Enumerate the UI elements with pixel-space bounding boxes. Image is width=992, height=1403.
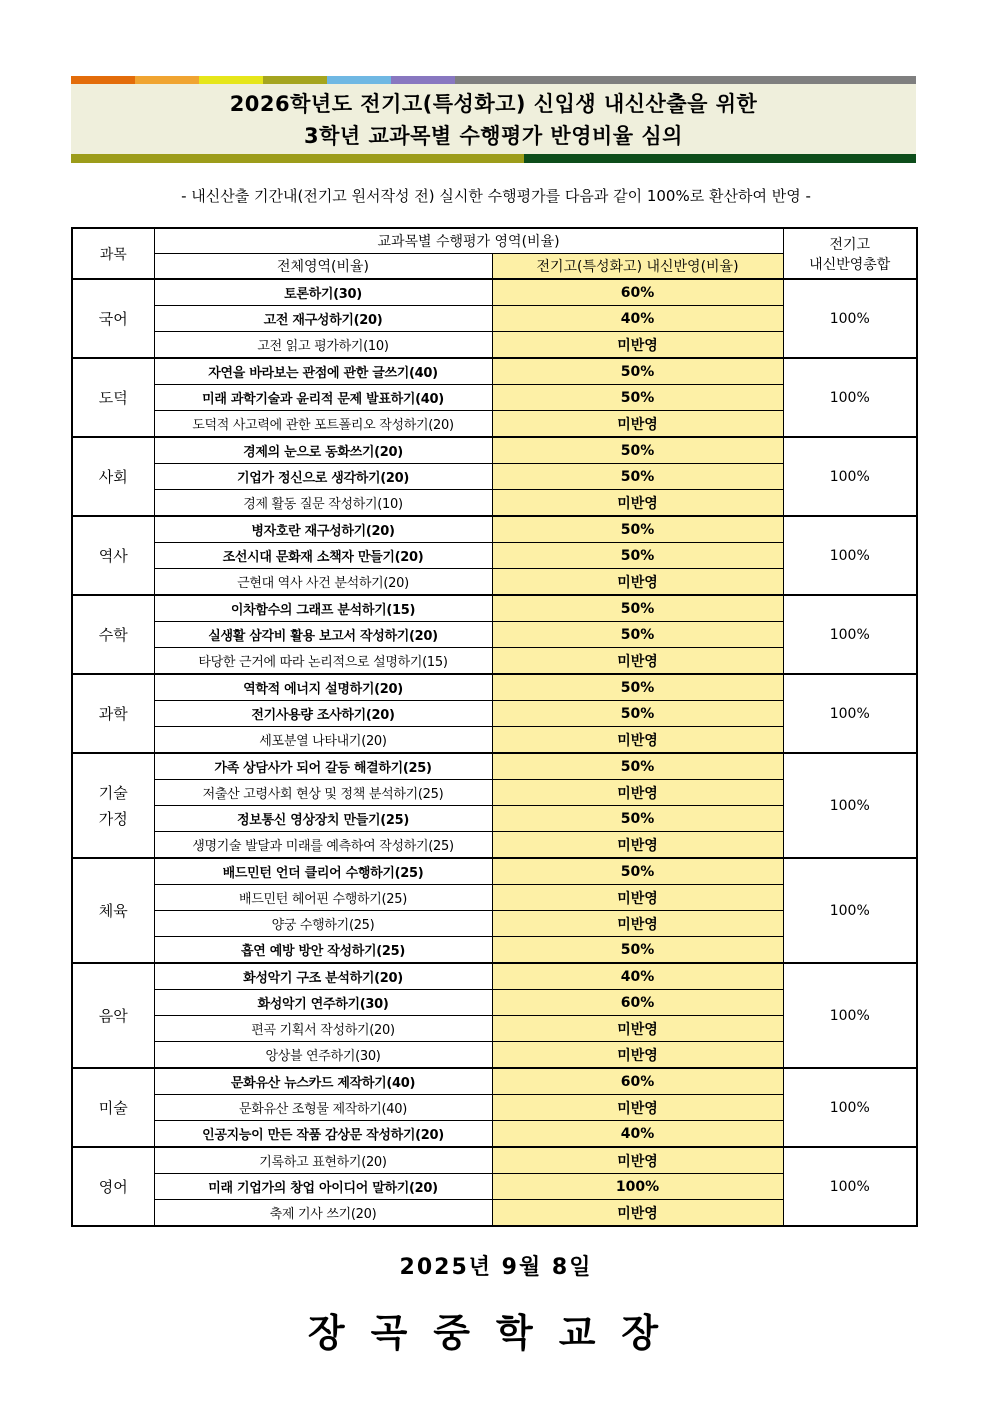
subject-name: 국어 [72, 279, 154, 358]
header-total-line1: 전기고 [829, 236, 871, 253]
total-ratio: 100% [783, 595, 917, 674]
reflection-ratio: 미반영 [492, 727, 783, 754]
reflection-ratio: 미반영 [492, 1200, 783, 1227]
assessment-area: 문화유산 조형물 제작하기(40) [154, 1095, 492, 1121]
total-ratio: 100% [783, 279, 917, 358]
subject-name: 과학 [72, 674, 154, 753]
table-row [72, 858, 917, 885]
subject-group [72, 963, 917, 1068]
principal-signature: 장곡중학교장 [307, 1311, 685, 1355]
header-ratio: 전기고(특성화고) 내신반영(비율) [492, 254, 783, 280]
color-segment-gray [455, 76, 916, 84]
header-total [783, 228, 917, 279]
reflection-ratio: 50% [492, 674, 783, 701]
reflection-ratio: 50% [492, 701, 783, 727]
title-box [71, 84, 916, 154]
assessment-area: 전기사용량 조사하기(20) [154, 701, 492, 727]
assessment-area: 인공지능이 만든 작품 감상문 작성하기(20) [154, 1121, 492, 1148]
reflection-ratio: 60% [492, 1068, 783, 1095]
subject-group [72, 1147, 917, 1226]
reflection-ratio: 40% [492, 306, 783, 332]
header-subject: 과목 [72, 228, 154, 279]
reflection-ratio: 50% [492, 753, 783, 780]
assessment-area: 토론하기(30) [154, 279, 492, 306]
reflection-ratio: 60% [492, 279, 783, 306]
reflection-ratio: 미반영 [492, 1095, 783, 1121]
reflection-ratio: 미반영 [492, 885, 783, 911]
table-row [72, 963, 917, 990]
subject-name: 수학 [72, 595, 154, 674]
reflection-ratio: 미반영 [492, 1147, 783, 1174]
page-title-line1: 2026학년도 전기고(특성화고) 신입생 내신산출을 위한 [229, 92, 758, 116]
reflection-ratio: 40% [492, 963, 783, 990]
subject-name: 사회 [72, 437, 154, 516]
bottom-segment-green [524, 154, 916, 163]
subject-name: 음악 [72, 963, 154, 1068]
reflection-ratio: 미반영 [492, 490, 783, 517]
subject-name: 역사 [72, 516, 154, 595]
page-title-line2: 3학년 교과목별 수행평가 반영비율 심의 [304, 124, 683, 148]
assessment-area: 화성악기 연주하기(30) [154, 990, 492, 1016]
assessment-area: 미래 과학기술과 윤리적 문제 발표하기(40) [154, 385, 492, 411]
assessment-area: 역학적 에너지 설명하기(20) [154, 674, 492, 701]
assessment-area: 정보통신 영상장치 만들기(25) [154, 806, 492, 832]
reflection-ratio: 미반영 [492, 1016, 783, 1042]
reflection-ratio: 미반영 [492, 569, 783, 596]
reflection-ratio: 50% [492, 595, 783, 622]
reflection-ratio: 50% [492, 543, 783, 569]
reflection-ratio: 40% [492, 1121, 783, 1148]
assessment-area: 흡연 예방 방안 작성하기(25) [154, 937, 492, 964]
reflection-ratio: 미반영 [492, 911, 783, 937]
total-ratio: 100% [783, 1147, 917, 1226]
subtitle: - 내신산출 기간내(전기고 원서작성 전) 실시한 수행평가를 다음과 같이 100%로 환산하여 반영 - [181, 187, 811, 205]
subject-group [72, 279, 917, 358]
assessment-area: 양궁 수행하기(25) [154, 911, 492, 937]
reflection-ratio: 50% [492, 385, 783, 411]
reflection-ratio: 미반영 [492, 780, 783, 806]
reflection-ratio: 50% [492, 437, 783, 464]
title-bottom-bar [71, 154, 916, 163]
subject-name: 기술 가정 [72, 753, 154, 858]
assessment-area: 화성악기 구조 분석하기(20) [154, 963, 492, 990]
assessment-area: 미래 기업가의 창업 아이디어 말하기(20) [154, 1174, 492, 1200]
table-row [72, 674, 917, 701]
subject-group [72, 437, 917, 516]
reflection-ratio: 미반영 [492, 1042, 783, 1069]
reflection-ratio: 50% [492, 516, 783, 543]
table-row [72, 358, 917, 385]
assessment-area: 타당한 근거에 따라 논리적으로 설명하기(15) [154, 648, 492, 675]
assessment-table [71, 227, 918, 1227]
reflection-ratio: 미반영 [492, 832, 783, 859]
color-segment-purple [391, 76, 455, 84]
header-color-bar [71, 76, 916, 84]
table-row [72, 437, 917, 464]
subject-group [72, 753, 917, 858]
table-row [72, 753, 917, 780]
subject-name: 영어 [72, 1147, 154, 1226]
color-segment-amber [135, 76, 199, 84]
bottom-segment-olive [71, 154, 524, 163]
color-segment-yellow [199, 76, 263, 84]
color-segment-olive [263, 76, 327, 84]
subject-name: 미술 [72, 1068, 154, 1147]
assessment-area: 가족 상담사가 되어 갈등 해결하기(25) [154, 753, 492, 780]
color-segment-blue [327, 76, 391, 84]
document-date: 2025년 9월 8일 [399, 1255, 593, 1280]
subject-group [72, 674, 917, 753]
assessment-area: 기업가 정신으로 생각하기(20) [154, 464, 492, 490]
assessment-area: 앙상블 연주하기(30) [154, 1042, 492, 1069]
subject-name: 도덕 [72, 358, 154, 437]
assessment-area: 고전 재구성하기(20) [154, 306, 492, 332]
assessment-area: 저출산 고령사회 현상 및 정책 분석하기(25) [154, 780, 492, 806]
reflection-ratio: 미반영 [492, 332, 783, 359]
assessment-area: 생명기술 발달과 미래를 예측하여 작성하기(25) [154, 832, 492, 859]
total-ratio: 100% [783, 963, 917, 1068]
table-row [72, 1068, 917, 1095]
total-ratio: 100% [783, 516, 917, 595]
assessment-area: 편곡 기획서 작성하기(20) [154, 1016, 492, 1042]
assessment-area: 배드민턴 헤어핀 수행하기(25) [154, 885, 492, 911]
reflection-ratio: 50% [492, 358, 783, 385]
assessment-area: 자연을 바라보는 관점에 관한 글쓰기(40) [154, 358, 492, 385]
total-ratio: 100% [783, 437, 917, 516]
subject-group [72, 516, 917, 595]
header-group: 교과목별 수행평가 영역(비율) [154, 228, 783, 254]
table-row [72, 595, 917, 622]
color-segment-orange [71, 76, 135, 84]
table-row [72, 279, 917, 306]
total-ratio: 100% [783, 753, 917, 858]
reflection-ratio: 미반영 [492, 411, 783, 438]
subject-group [72, 858, 917, 963]
table-row [72, 516, 917, 543]
assessment-area: 세포분열 나타내기(20) [154, 727, 492, 754]
subject-group [72, 595, 917, 674]
total-ratio: 100% [783, 358, 917, 437]
subject-group [72, 1068, 917, 1147]
header-total-line2: 내신반영총합 [809, 256, 891, 273]
reflection-ratio: 60% [492, 990, 783, 1016]
total-ratio: 100% [783, 1068, 917, 1147]
assessment-area: 문화유산 뉴스카드 제작하기(40) [154, 1068, 492, 1095]
table-row [72, 1147, 917, 1174]
assessment-area: 조선시대 문화재 소책자 만들기(20) [154, 543, 492, 569]
reflection-ratio: 미반영 [492, 648, 783, 675]
assessment-area: 고전 읽고 평가하기(10) [154, 332, 492, 359]
assessment-area: 축제 기사 쓰기(20) [154, 1200, 492, 1227]
assessment-area: 이차함수의 그래프 분석하기(15) [154, 595, 492, 622]
assessment-area: 배드민턴 언더 클리어 수행하기(25) [154, 858, 492, 885]
subject-name: 체육 [72, 858, 154, 963]
assessment-area: 경제의 눈으로 동화쓰기(20) [154, 437, 492, 464]
assessment-area: 근현대 역사 사건 분석하기(20) [154, 569, 492, 596]
total-ratio: 100% [783, 858, 917, 963]
reflection-ratio: 100% [492, 1174, 783, 1200]
total-ratio: 100% [783, 674, 917, 753]
reflection-ratio: 50% [492, 806, 783, 832]
header-area: 전체영역(비율) [154, 254, 492, 280]
reflection-ratio: 50% [492, 622, 783, 648]
assessment-area: 실생활 삼각비 활용 보고서 작성하기(20) [154, 622, 492, 648]
reflection-ratio: 50% [492, 858, 783, 885]
subject-group [72, 358, 917, 437]
assessment-area: 병자호란 재구성하기(20) [154, 516, 492, 543]
assessment-area: 경제 활동 질문 작성하기(10) [154, 490, 492, 517]
assessment-area: 기록하고 표현하기(20) [154, 1147, 492, 1174]
reflection-ratio: 50% [492, 464, 783, 490]
assessment-area: 도덕적 사고력에 관한 포트폴리오 작성하기(20) [154, 411, 492, 438]
reflection-ratio: 50% [492, 937, 783, 964]
